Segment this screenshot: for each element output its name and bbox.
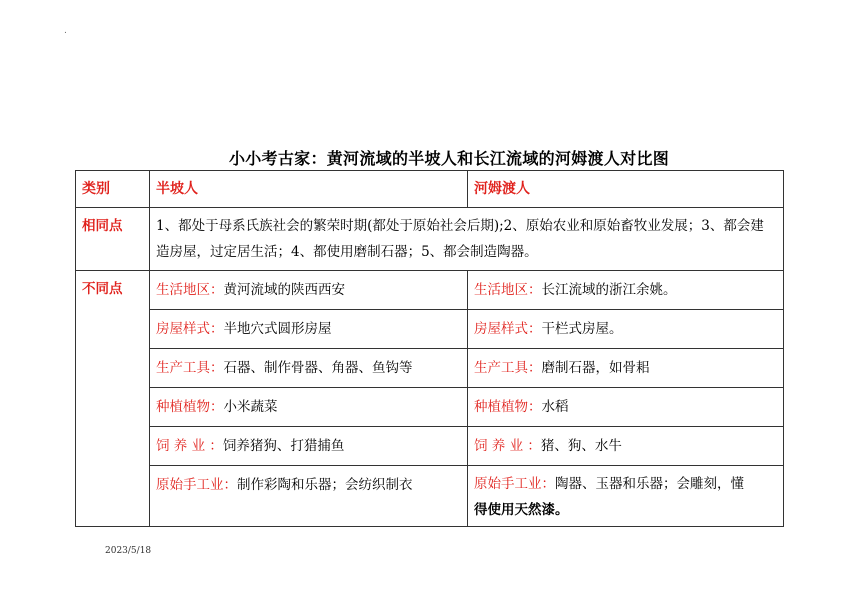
comparison-table	[75, 170, 784, 527]
hemudu-field-label: 生产工具：	[474, 360, 542, 376]
header-banpo: 半坡人	[150, 171, 468, 208]
hemudu-field-value: 长江流域的浙江余姚。	[541, 282, 677, 298]
hemudu-field-label: 饲 养 业 ：	[474, 438, 541, 454]
hemudu-field-value: 猪、狗、水牛	[540, 438, 622, 454]
table-row	[76, 271, 784, 310]
banpo-field-value: 小米蔬菜	[223, 399, 278, 415]
hemudu-cell	[468, 427, 784, 466]
page-title: 小小考古家：黄河流域的半坡人和长江流域的河姆渡人对比图	[228, 149, 670, 168]
hemudu-cell	[468, 388, 784, 427]
banpo-field-value: 制作彩陶和乐器；会纺织制衣	[237, 477, 413, 493]
table-row	[76, 349, 784, 388]
hemudu-field-value: 陶器、玉器和乐器；会雕刻，懂	[555, 476, 744, 492]
hemudu-field-value-continued: 得使用天然漆。	[474, 502, 569, 518]
common-label: 相同点	[76, 208, 150, 271]
banpo-field-label: 生活地区：	[156, 282, 224, 298]
banpo-field-value: 黄河流域的陕西西安	[223, 282, 345, 298]
banpo-cell	[150, 349, 468, 388]
banpo-field-label: 生产工具：	[156, 360, 224, 376]
banpo-cell	[150, 466, 468, 527]
table-row	[76, 310, 784, 349]
hemudu-field-label: 种植植物：	[474, 399, 542, 415]
banpo-field-label: 种植植物：	[156, 399, 224, 415]
common-text: 1、都处于母系氏族社会的繁荣时期(都处于原始社会后期);2、原始农业和原始畜牧业发展；3、都会建造房屋，过定居生活；4、都使用磨制石器；5、都会制造陶器。	[150, 208, 784, 271]
footer-date: 2023/5/18	[105, 546, 152, 556]
hemudu-field-value: 磨制石器，如骨耜	[541, 360, 650, 376]
banpo-field-label: 原始手工业：	[156, 477, 237, 493]
hemudu-field-value: 干栏式房屋。	[541, 321, 623, 337]
header-row	[76, 171, 784, 208]
hemudu-field-label: 生活地区：	[474, 282, 542, 298]
hemudu-field-label: 原始手工业：	[474, 476, 555, 492]
corner-mark: .	[64, 26, 67, 36]
banpo-field-label: 房屋样式：	[156, 321, 224, 337]
banpo-cell	[150, 388, 468, 427]
hemudu-field-label: 房屋样式：	[474, 321, 542, 337]
banpo-field-value: 半地穴式圆形房屋	[223, 321, 332, 337]
header-hemudu: 河姆渡人	[468, 171, 784, 208]
hemudu-cell	[468, 271, 784, 310]
header-category: 类别	[76, 171, 150, 208]
table-row	[76, 427, 784, 466]
common-row	[76, 208, 784, 271]
banpo-cell	[150, 310, 468, 349]
banpo-field-value: 石器、制作骨器、角器、鱼钩等	[223, 360, 413, 376]
banpo-cell	[150, 427, 468, 466]
hemudu-cell	[468, 466, 784, 527]
table-row	[76, 388, 784, 427]
banpo-field-value: 饲养猪狗、打猎捕鱼	[222, 438, 345, 454]
hemudu-cell	[468, 310, 784, 349]
banpo-field-label: 饲 养 业 ：	[156, 438, 223, 454]
banpo-cell	[150, 271, 468, 310]
hemudu-field-value: 水稻	[541, 399, 569, 415]
table-row	[76, 466, 784, 527]
diff-label: 不同点	[76, 271, 150, 527]
hemudu-cell	[468, 349, 784, 388]
